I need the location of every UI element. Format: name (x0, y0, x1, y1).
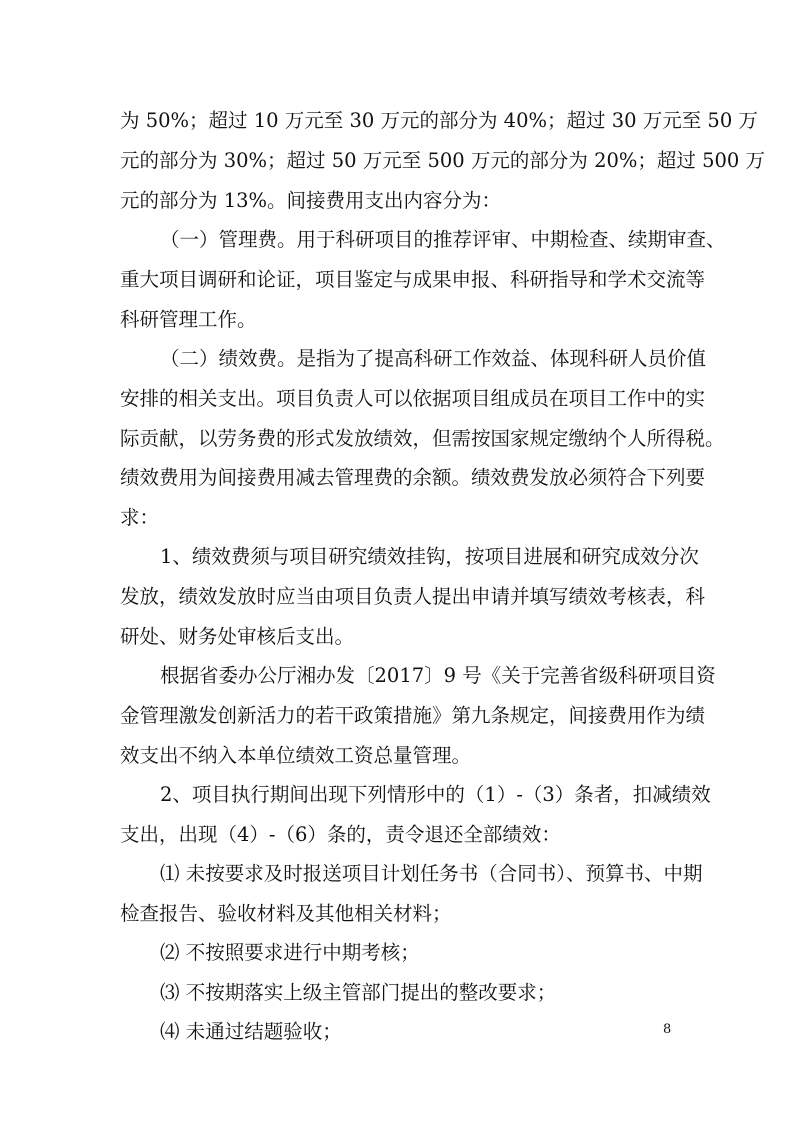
list-item-line: 2、项目执行期间出现下列情形中的（1）-（3）条者，扣减绩效 (160, 783, 711, 806)
body-text-line: 元的部分为 30%；超过 50 万元至 500 万元的部分为 20%；超过 500 万 (120, 149, 766, 172)
body-text-line: 研处、财务处审核后支出。 (120, 625, 355, 648)
body-text-line: 重大项目调研和论证，项目鉴定与成果申报、科研指导和学术交流等 (120, 268, 706, 291)
list-item-line: 1、绩效费须与项目研究绩效挂钩，按项目进展和研究成效分次 (160, 545, 699, 568)
body-text-line: 求： (120, 506, 160, 529)
body-text-line: 元的部分为 13%。间接费用支出内容分为： (120, 189, 502, 212)
body-text-line: 根据省委办公厅湘办发〔2017〕9 号《关于完善省级科研项目资 (160, 664, 716, 687)
sub-item-line: ⑴ 未按要求及时报送项目计划任务书（合同书）、预算书、中期 (160, 862, 703, 885)
sub-item-line: ⑵ 不按照要求进行中期考核； (160, 941, 420, 964)
body-text-line: 金管理激发创新活力的若干政策措施》第九条规定，间接费用作为绩 (120, 704, 706, 727)
body-text-line: 检查报告、验收材料及其他相关材料； (120, 902, 452, 925)
body-text-line: 绩效费用为间接费用减去管理费的余额。绩效费发放必须符合下列要 (120, 466, 706, 489)
section-heading-line: （二）绩效费。是指为了提高科研工作效益、体现科研人员价值 (160, 347, 707, 370)
sub-item-line: ⑶ 不按期落实上级主管部门提出的整改要求； (160, 981, 557, 1004)
page-number: 8 (663, 1022, 672, 1037)
body-text-line: 为 50%；超过 10 万元至 30 万元的部分为 40%；超过 30 万元至 50 万 (120, 109, 758, 132)
body-text-line: 支出，出现（4）-（6）条的，责令退还全部绩效： (120, 823, 561, 846)
sub-item-line: ⑷ 未通过结题验收； (160, 1020, 342, 1043)
body-text-line: 科研管理工作。 (120, 308, 257, 331)
body-text-line: 效支出不纳入本单位绩效工资总量管理。 (120, 744, 472, 767)
section-heading-line: （一）管理费。用于科研项目的推荐评审、中期检查、续期审查、 (160, 228, 726, 251)
body-text-line: 安排的相关支出。项目负责人可以依据项目组成员在项目工作中的实 (120, 387, 706, 410)
body-text-line: 发放，绩效发放时应当由项目负责人提出申请并填写绩效考核表，科 (120, 585, 706, 608)
body-text-line: 际贡献，以劳务费的形式发放绩效，但需按国家规定缴纳个人所得税。 (120, 427, 725, 450)
